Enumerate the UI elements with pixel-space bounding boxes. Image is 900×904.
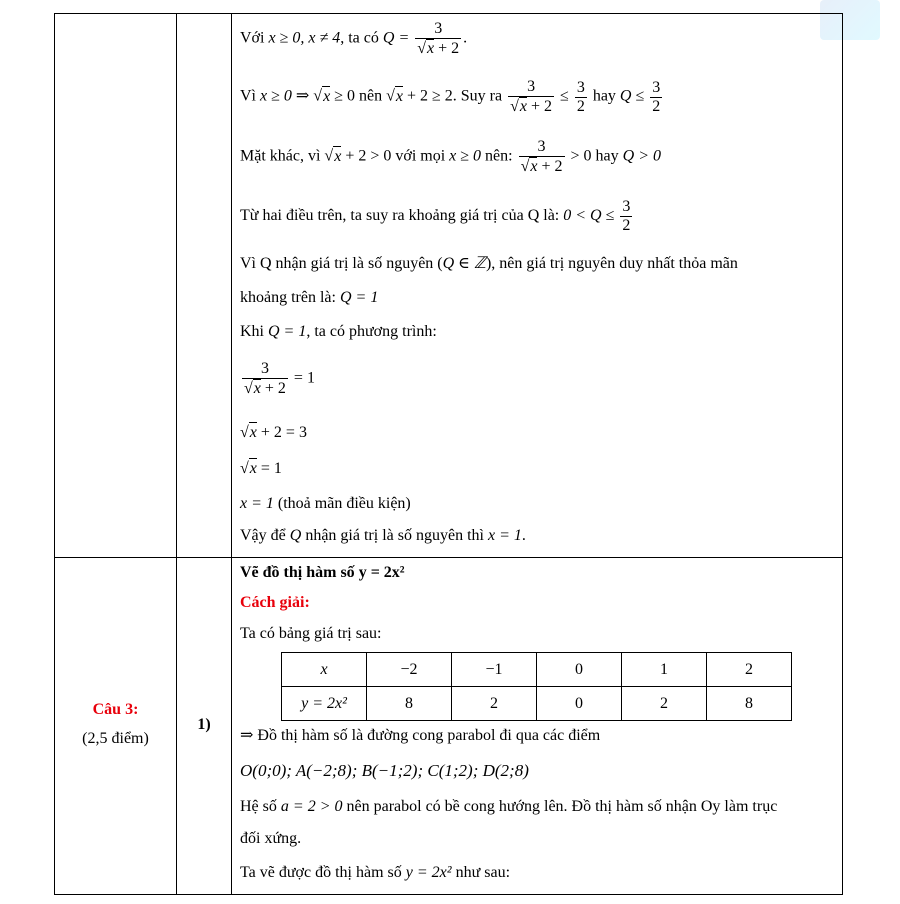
table-border-bottom [54, 894, 843, 895]
fraction: $\frac{3}{√x + 2}$ [520, 138, 563, 175]
table-cell: 2 [622, 687, 707, 721]
table-border-left [54, 13, 55, 895]
line-lower-bound: Mặt khác, vì √x + 2 > 0 với mọi x ≥ 0 nên: $\frac{3}{√x + 2}$ > 0 hay Q > 0 [240, 138, 662, 175]
symmetry-line: đối xứng. [240, 830, 302, 847]
table-cell: 2 [452, 687, 537, 721]
line-conclusion: Vậy để Q nhận giá trị là số nguyên thì x = 1. [240, 527, 526, 544]
final-line: Ta vẽ được đồ thị hàm số y = 2x² như sau: [240, 864, 511, 881]
fraction: $\frac{3}{√x + 2}$ [510, 78, 553, 115]
equation-2: √x + 2 = 3 [240, 424, 307, 441]
watermark-logo [820, 0, 880, 40]
table-cell: 8 [707, 687, 792, 721]
table-cell: 0 [537, 653, 622, 687]
line-q-equals-1: khoảng trên là: Q = 1 [240, 289, 379, 306]
table-cell: 8 [367, 687, 452, 721]
table-border-top [54, 13, 843, 14]
table-row [282, 687, 792, 721]
question-label: Câu 3: [92, 701, 139, 718]
line-when-q-1: Khi Q = 1, ta có phương trình: [240, 323, 437, 340]
fraction: $\frac{3}{2}$ [576, 78, 585, 115]
table-border-right [842, 13, 843, 895]
table-intro: Ta có bảng giá trị sau: [240, 625, 382, 642]
question-points: (2,5 điểm) [82, 730, 149, 747]
table-cell: 1 [622, 653, 707, 687]
line-given-q: Với x ≥ 0, x ≠ 4, ta có Q = $\frac{3}{√x + 2}$ . [240, 20, 468, 57]
fraction: $\frac{3}{√x + 2}$ [244, 360, 286, 397]
points-list: O(0;0); A(−2;8); B(−1;2); C(1;2); D(2;8) [240, 761, 529, 780]
table-cell: 0 [537, 687, 622, 721]
table-cell: x [282, 653, 367, 687]
line-integer-q: Vì Q nhận giá trị là số nguyên (Q ∈ ℤ), nên giá trị nguyên duy nhất thỏa mãn [240, 255, 738, 272]
equation-3: √x = 1 [240, 460, 282, 477]
table-row-divider [54, 557, 843, 558]
table-cell: 2 [707, 653, 792, 687]
part-number: 1) [197, 716, 211, 733]
table-cell: y = 2x² [282, 687, 367, 721]
fraction: $\frac{3}{√x + 2}$ [417, 20, 460, 57]
value-table [281, 652, 792, 721]
graph-description: ⇒ Đồ thị hàm số là đường cong parabol đi qua các điểm [240, 727, 601, 744]
coefficient-line: Hệ số a = 2 > 0 nên parabol có bề cong hướng lên. Đồ thị hàm số nhận Oy làm trục [240, 798, 778, 815]
fraction: $\frac{3}{2}$ [622, 198, 631, 234]
table-divider-col1 [176, 13, 177, 895]
table-cell: −2 [367, 653, 452, 687]
line-upper-bound: Vì x ≥ 0 ⇒ √x ≥ 0 nên √x + 2 ≥ 2. Suy ra $\frac{3}{√x + 2}$ ≤ $\frac{3}{2}$ hay Q ≤ $\frac{3}{2}$ [240, 78, 661, 115]
equation-1: $\frac{3}{√x + 2}$ = 1 [244, 360, 315, 397]
solution-label: Cách giải: [240, 594, 310, 611]
fraction: $\frac{3}{2}$ [652, 78, 661, 115]
part2-heading: Vẽ đồ thị hàm số y = 2x² [240, 564, 405, 581]
table-divider-col2 [231, 13, 232, 895]
equation-4: x = 1 (thoả mãn điều kiện) [240, 495, 411, 512]
line-range: Từ hai điều trên, ta suy ra khoảng giá trị của Q là: 0 < Q ≤ $\frac{3}{2}$ [240, 198, 631, 234]
table-cell: −1 [452, 653, 537, 687]
table-row [282, 653, 792, 687]
